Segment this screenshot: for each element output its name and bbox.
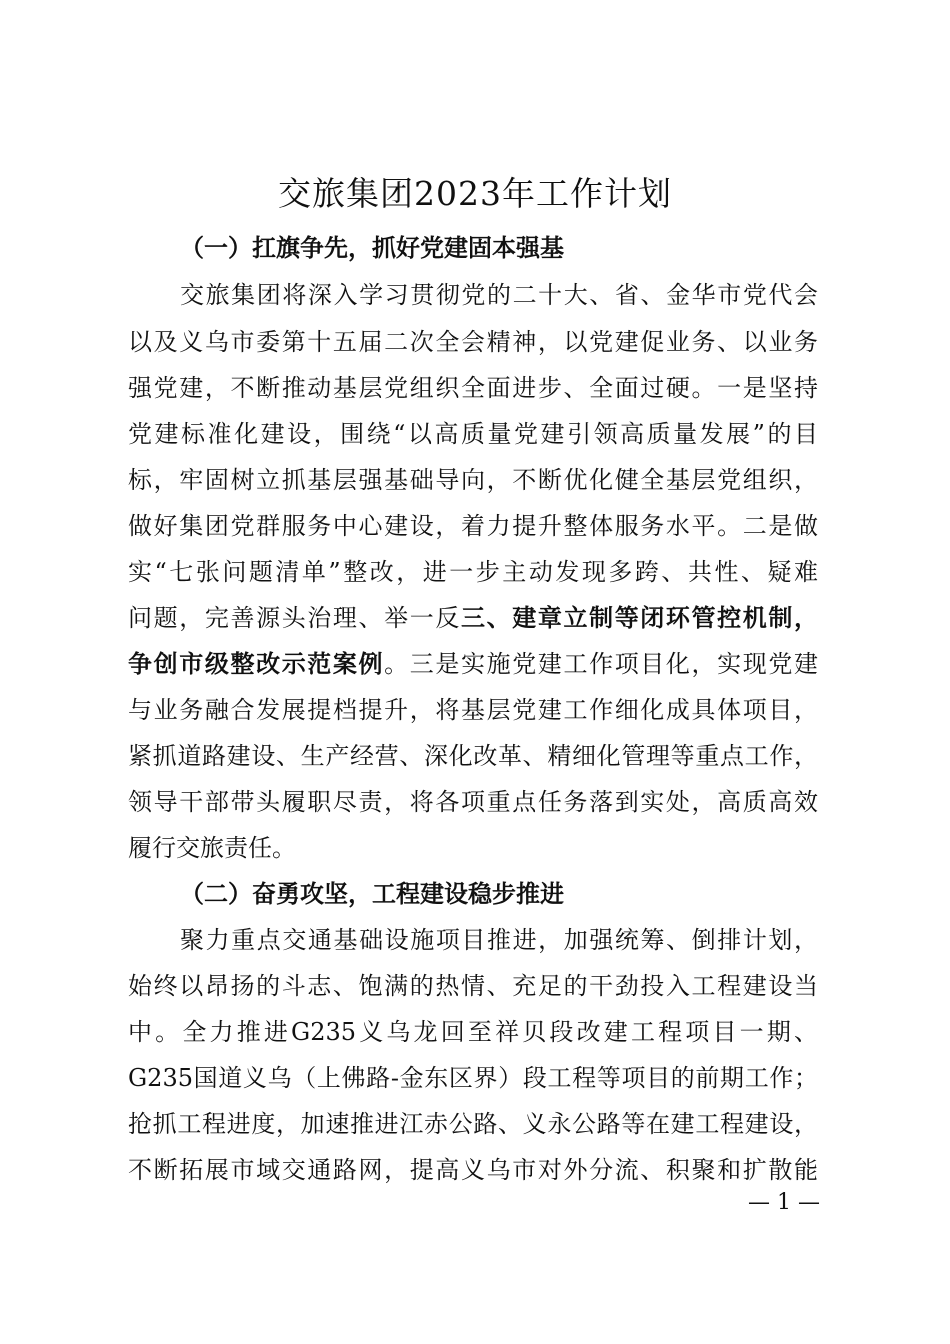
section-1-line-13: 履行交旅责任。 xyxy=(128,834,296,862)
section-2-line-5: 抢抓工程进度，加速推进江赤公路、义永公路等在建工程建设， xyxy=(128,1110,818,1138)
section-1-line-3: 强党建，不断推动基层党组织全面进步、全面过硬。一是坚持 xyxy=(128,374,818,402)
line-9-normal-text: 。三是实施党建工作项目化，实现党建 xyxy=(384,650,818,678)
section-1-heading: （一）扛旗争先，抓好党建固本强基 xyxy=(180,234,564,262)
line-8-bold-text: 三、建章立制等闭环管控机制， xyxy=(461,604,818,632)
section-2-line-6: 不断拓展市域交通路网，提高义乌市对外分流、积聚和扩散能 xyxy=(128,1156,818,1184)
document-title: 交旅集团2023年工作计划 xyxy=(278,174,672,213)
section-1-line-5: 标，牢固树立抓基层强基础导向，不断优化健全基层党组织， xyxy=(128,466,818,494)
section-1-line-12: 领导干部带头履职尽责，将各项重点任务落到实处，高质高效 xyxy=(128,788,818,816)
section-2-line-4: G235国道义乌（上佛路-金东区界）段工程等项目的前期工作； xyxy=(128,1064,818,1092)
section-2-line-1: 聚力重点交通基础设施项目推进，加强统筹、倒排计划， xyxy=(180,926,818,954)
section-1-line-9 xyxy=(128,644,818,679)
section-1-line-11: 紧抓道路建设、生产经营、深化改革、精细化管理等重点工作， xyxy=(128,742,818,770)
section-1-line-6: 做好集团党群服务中心建设，着力提升整体服务水平。二是做 xyxy=(128,512,818,540)
section-1-line-4: 党建标准化建设，围绕“以高质量党建引领高质量发展”的目 xyxy=(128,420,818,448)
section-1-line-7: 实“七张问题清单”整改，进一步主动发现多跨、共性、疑难 xyxy=(128,558,818,586)
section-1-line-10: 与业务融合发展提档提升，将基层党建工作细化成具体项目， xyxy=(128,696,818,724)
page-number: — 1 — xyxy=(748,1190,820,1215)
section-2-line-3: 中。全力推进G235义乌龙回至祥贝段改建工程项目一期、 xyxy=(128,1018,818,1046)
line-8-normal-text: 问题，完善源头治理、举一反 xyxy=(128,604,461,632)
section-1-line-2: 以及义乌市委第十五届二次全会精神，以党建促业务、以业务 xyxy=(128,328,818,356)
line-9-bold-text: 争创市级整改示范案例 xyxy=(128,650,385,678)
section-1-line-1: 交旅集团将深入学习贯彻党的二十大、省、金华市党代会 xyxy=(180,281,818,309)
section-2-heading: （二）奋勇攻坚，工程建设稳步推进 xyxy=(180,880,564,908)
section-1-line-8 xyxy=(128,598,818,633)
section-2-line-2: 始终以昂扬的斗志、饱满的热情、充足的干劲投入工程建设当 xyxy=(128,972,818,1000)
